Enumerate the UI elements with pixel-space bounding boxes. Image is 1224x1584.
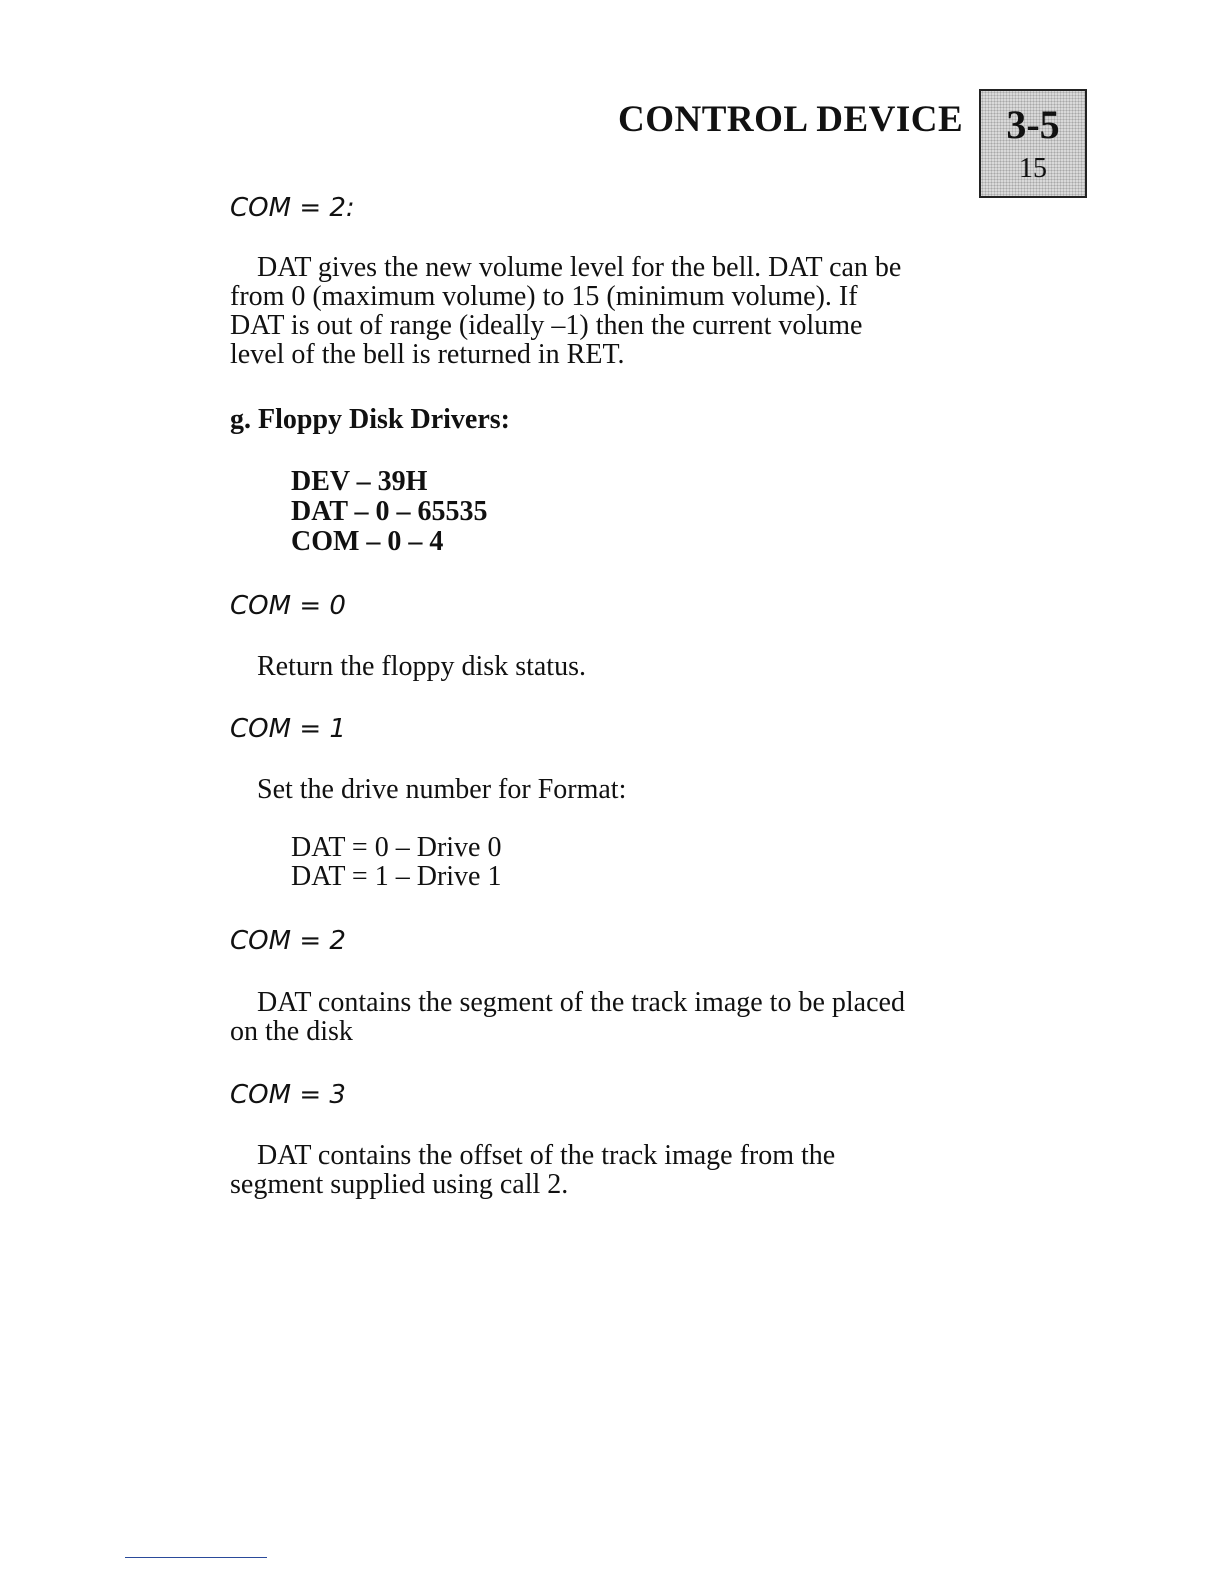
- com1-heading: COM = 1: [230, 714, 346, 744]
- bell-volume-paragraph: [230, 253, 901, 369]
- com2-heading: COM = 2: [230, 926, 346, 956]
- text-line: DAT gives the new volume level for the bell. DAT can be: [257, 252, 902, 283]
- text-line: on the disk: [230, 1016, 353, 1047]
- com3-heading: COM = 3: [230, 1080, 346, 1110]
- text-line: DAT contains the segment of the track image to be placed: [257, 987, 905, 1018]
- com1-paragraph: Set the drive number for Format:: [257, 774, 627, 805]
- com3-paragraph: [230, 1141, 835, 1199]
- com0-paragraph: Return the floppy disk status.: [257, 651, 586, 682]
- text-line: DAT is out of range (ideally –1) then the current volume: [230, 310, 863, 341]
- drive-option: DAT = 0 – Drive 0: [291, 832, 502, 863]
- com0-heading: COM = 0: [230, 591, 346, 621]
- param-line: DAT – 0 – 65535: [291, 496, 488, 527]
- text-line: level of the bell is returned in RET.: [230, 339, 625, 370]
- param-line: DEV – 39H: [291, 466, 428, 497]
- floppy-section-heading: g. Floppy Disk Drivers:: [230, 404, 510, 435]
- chapter-title: CONTROL DEVICE: [618, 99, 964, 140]
- com2-bell-heading: COM = 2:: [230, 193, 355, 223]
- param-line: COM – 0 – 4: [291, 526, 444, 557]
- section-number: 3-5: [1006, 102, 1060, 147]
- floppy-parameters: [291, 467, 488, 557]
- section-tab: [979, 89, 1087, 198]
- text-line: segment supplied using call 2.: [230, 1169, 569, 1200]
- text-line: DAT contains the offset of the track image from the: [257, 1140, 836, 1171]
- drive-options: [291, 833, 501, 891]
- page-edge-rule: [125, 1557, 267, 1558]
- com2-paragraph: [230, 988, 905, 1046]
- page-number: 15: [1019, 153, 1047, 184]
- drive-option: DAT = 1 – Drive 1: [291, 861, 502, 892]
- text-line: from 0 (maximum volume) to 15 (minimum volume). If: [230, 281, 858, 312]
